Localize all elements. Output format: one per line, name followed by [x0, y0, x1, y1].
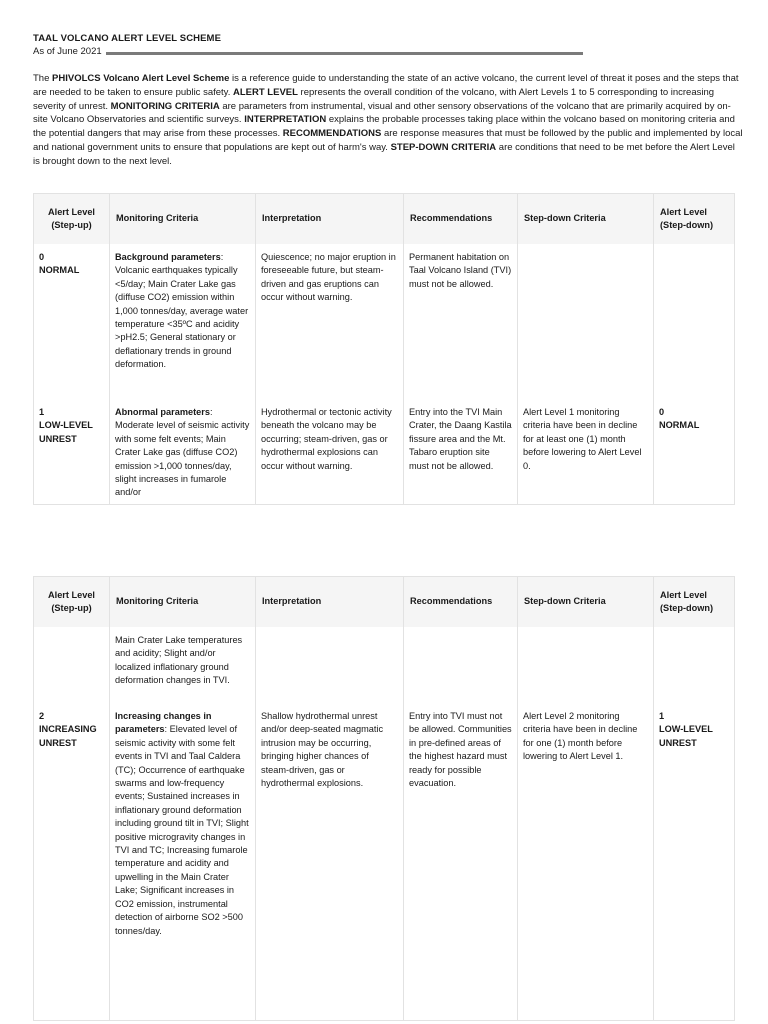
alert-level-name: LOW-LEVEL UNREST [39, 420, 93, 444]
monitoring-criteria-cell [110, 247, 256, 402]
step-down-level-cell [654, 630, 735, 706]
recommendations-cell: Entry into TVI must not be allowed. Communities in pre-defined areas of the highest hazard must ready for possible evacuation. [404, 706, 518, 1020]
alert-level-name: INCREASING UNREST [39, 724, 97, 748]
step-down-level-cell [654, 402, 735, 504]
table-row [34, 630, 735, 706]
document-date: As of June 2021 [33, 46, 102, 57]
header-interpretation: Interpretation [256, 577, 404, 628]
header-monitoring-criteria: Monitoring Criteria [110, 577, 256, 628]
monitoring-criteria-cell [110, 402, 256, 504]
intro-text: are conditions that need to be met before the Alert Level is brought down to the next level. [33, 141, 735, 167]
header-step-down: Alert Level (Step-down) [654, 194, 735, 245]
step-down-level-cell [654, 247, 735, 402]
table-row [34, 247, 735, 402]
criteria-body: : Elevated level of seismic activity with some felt events in TVI and Taal Caldera (TC); Occurrence of earthquake swarms and low-frequency events; Sustained increases in inflationary ground deformation including ground tilt in TVI; Slight positive microgravity changes in TVI and TC; Increasing fumarole temperature and acidity and upwelling in the Main Crater Lake; Significant increases in CO2 emission, instrumental detection of airborne SO2 >500 tonnes/day. [115, 724, 249, 936]
alert-level-cell [34, 402, 110, 504]
recommendations-cell: Entry into the TVI Main Crater, the Daang Kastila fissure area and the Mt. Tabaro eruption site must not be allowed. [404, 402, 518, 504]
intro-term: ALERT LEVEL [233, 86, 298, 98]
header-step-up: Alert Level (Step-up) [34, 194, 110, 245]
alert-level-table-1 [33, 193, 735, 505]
alert-level-table-2 [33, 576, 735, 1021]
intro-text: are parameters from instrumental, visual and other sensory observations of the volcano that are primarily acquired by on-site Volcano Observatories and scientific surveys. [33, 100, 731, 126]
header-interpretation: Interpretation [256, 194, 404, 245]
title-divider [106, 52, 583, 55]
alert-level-number: 2 [39, 711, 45, 721]
document-title: TAAL VOLCANO ALERT LEVEL SCHEME [33, 33, 222, 44]
step-down-number: 1 [659, 711, 665, 721]
intro-term: RECOMMENDATIONS [282, 128, 382, 140]
intro-term: PHIVOLCS Volcano Alert Level Scheme [52, 73, 230, 84]
alert-level-number: 1 [39, 407, 45, 417]
step-down-name: LOW-LEVEL UNREST [659, 724, 713, 748]
intro-paragraph [33, 72, 743, 169]
criteria-body: : Moderate level of seismic activity with some felt events; Main Crater Lake gas (diffuse CO2) emission >1,000 tonnes/day, slight increases in fumarole and/or [115, 407, 250, 498]
criteria-body: : Volcanic earthquakes typically <5/day; Main Crater Lake gas (diffuse CO2) emission within 1,000 tonnes/day, average water temperature <35ºC and acidity >pH2.5; General stationary or deflationary trends in ground deformation. [115, 252, 249, 370]
header-recommendations: Recommendations [404, 194, 518, 245]
intro-term: MONITORING CRITERIA [110, 100, 220, 112]
table-header-row [34, 194, 735, 245]
alert-level-number: 0 [39, 252, 45, 262]
header-monitoring-criteria: Monitoring Criteria [110, 194, 256, 245]
interpretation-cell: Shallow hydrothermal unrest and/or deep-seated magmatic intrusion may be occurring, bringing higher chances of steam-driven, gas or hydrothermal explosions. [256, 706, 404, 1020]
table-row [34, 402, 735, 504]
step-down-name: NORMAL [659, 420, 700, 431]
header-step-down-criteria: Step-down Criteria [518, 577, 654, 628]
table-row [34, 706, 735, 1020]
intro-text: represents the overall condition of the volcano, with Alert Levels 1 to 5 corresponding to increasing severity of unrest. [33, 86, 715, 112]
alert-level-cell [34, 706, 110, 1020]
intro-text: are response measures that must be followed by the public and implemented by local and national government units to ensure that populations are kept out of harm's way. [33, 128, 743, 153]
criteria-body: Main Crater Lake temperatures and acidity; Slight and/or localized inflationary ground deformation changes in TVI. [115, 635, 243, 686]
step-down-criteria-cell: Alert Level 1 monitoring criteria have been in decline for at least one (1) month before lowering to Alert Level 0. [518, 402, 654, 504]
intro-text: explains the probable processes taking place within the volcano based on monitoring criteria and the potential dangers that may arise from these processes. [33, 114, 735, 140]
interpretation-cell [256, 630, 404, 706]
step-down-criteria-cell [518, 247, 654, 402]
step-down-criteria-cell: Alert Level 2 monitoring criteria have been in decline for one (1) month before lowering to Alert Level 1. [518, 706, 654, 1020]
interpretation-cell: Quiescence; no major eruption in foreseeable future, but steam-driven and gas eruptions can occur without warning. [256, 247, 404, 402]
monitoring-criteria-cell [110, 630, 256, 706]
alert-level-cell [34, 247, 110, 402]
interpretation-cell: Hydrothermal or tectonic activity beneath the volcano may be occurring; steam-driven, gas or hydrothermal explosions can occur without warning. [256, 402, 404, 504]
criteria-heading: Increasing changes in parameters [115, 711, 212, 735]
table-header-row [34, 577, 735, 628]
intro-term: INTERPRETATION [244, 114, 327, 126]
criteria-heading: Background parameters [115, 252, 221, 262]
monitoring-criteria-cell [110, 706, 256, 1020]
step-down-criteria-cell [518, 630, 654, 706]
step-down-level-cell [654, 706, 735, 1020]
recommendations-cell [404, 630, 518, 706]
header-step-down-criteria: Step-down Criteria [518, 194, 654, 245]
alert-level-name: NORMAL [39, 265, 80, 276]
intro-text: The [33, 73, 53, 84]
header-recommendations: Recommendations [404, 577, 518, 628]
criteria-heading: Abnormal parameters [115, 407, 210, 417]
recommendations-cell: Permanent habitation on Taal Volcano Island (TVI) must not be allowed. [404, 247, 518, 402]
intro-term: STEP-DOWN CRITERIA [390, 141, 497, 153]
intro-text: is a reference guide to understanding the state of an active volcano, the current level of threat it poses and the steps that are needed to be taken to ensure public safety. [33, 73, 739, 98]
header-step-up: Alert Level (Step-up) [34, 577, 110, 628]
header-step-down: Alert Level (Step-down) [654, 577, 735, 628]
step-down-number: 0 [659, 407, 665, 417]
alert-level-cell [34, 630, 110, 706]
